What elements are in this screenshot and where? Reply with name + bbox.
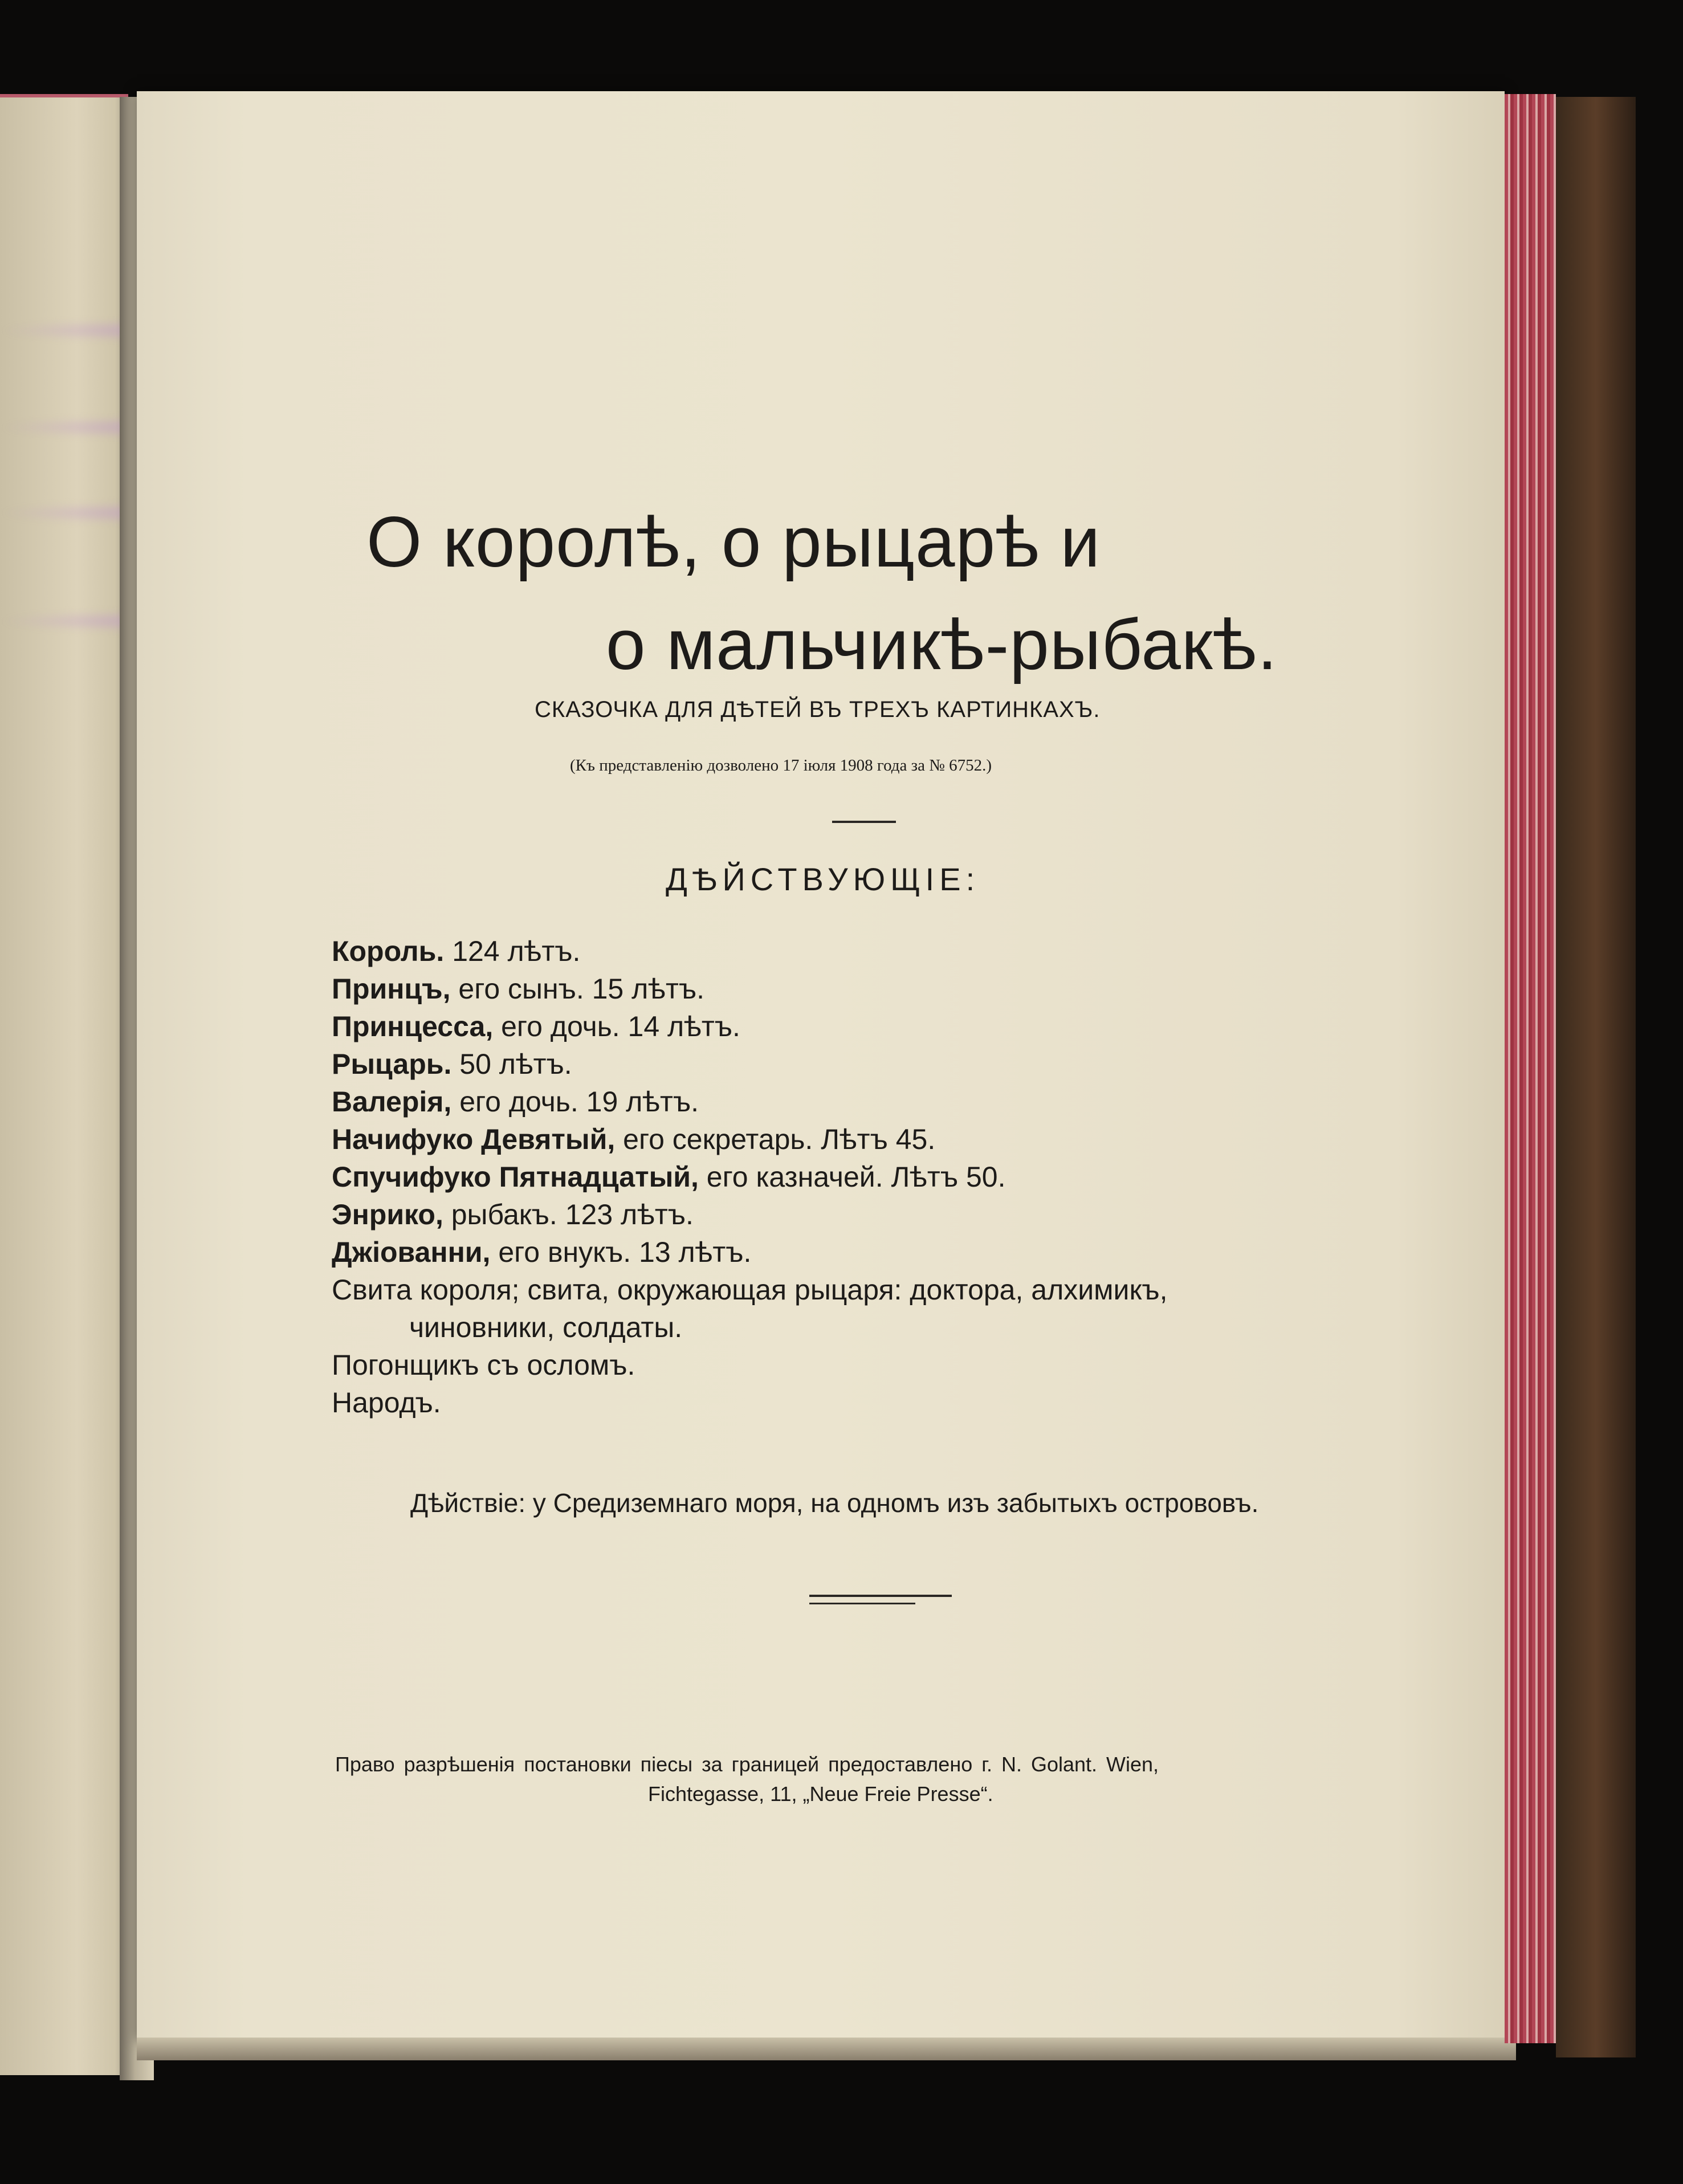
cast-desc: 50 лѣтъ. <box>451 1048 572 1080</box>
title-line-2: о мальчикѣ-рыбакѣ. <box>606 605 1278 684</box>
cast-desc: его казначей. Лѣтъ 50. <box>698 1161 1006 1193</box>
left-facing-page <box>0 94 128 2075</box>
divider <box>832 821 896 823</box>
people-line: Народъ. <box>332 1387 441 1419</box>
cast-entry <box>332 935 580 968</box>
book-cover-edge <box>1556 97 1636 2057</box>
divider <box>809 1603 915 1604</box>
cast-name: Спучифуко Пятнадцатый, <box>332 1161 699 1193</box>
page-bottom-edge <box>137 2038 1516 2060</box>
cast-name: Король. <box>332 935 445 967</box>
subtitle: СКАЗОЧКА ДЛЯ ДѢТЕЙ ВЪ ТРЕХЪ КАРТИНКАХЪ. <box>535 697 1101 722</box>
cast-desc: его внукъ. 13 лѣтъ. <box>490 1236 752 1268</box>
cast-entry <box>332 1123 935 1156</box>
cast-name: Начифуко Девятый, <box>332 1123 616 1155</box>
cast-entry <box>332 1236 751 1269</box>
cast-name: Валерія, <box>332 1086 452 1118</box>
cast-desc: 124 лѣтъ. <box>444 935 581 967</box>
cast-desc: рыбакъ. 123 лѣтъ. <box>443 1199 694 1230</box>
title-line-1: О королѣ, о рыцарѣ и <box>366 503 1101 582</box>
cast-desc: его дочь. 14 лѣтъ. <box>493 1010 740 1042</box>
cast-entry <box>332 1085 699 1118</box>
divider <box>809 1595 952 1597</box>
cast-desc: его секретарь. Лѣтъ 45. <box>615 1123 936 1155</box>
cast-entry <box>332 972 704 1005</box>
cast-desc: его сынъ. 15 лѣтъ. <box>450 973 704 1005</box>
cast-entry <box>332 1198 694 1231</box>
cast-entry <box>332 1010 740 1043</box>
setting-line: Дѣйствіе: у Средиземнаго моря, на одномъ изъ забытыхъ острововъ. <box>410 1488 1259 1518</box>
cast-name: Принцъ, <box>332 973 451 1005</box>
censorship-note: (Къ представленію дозволено 17 іюля 1908 года за № 6752.) <box>570 756 992 775</box>
cast-heading: ДѢЙСТВУЮЩІЕ: <box>666 861 980 897</box>
red-page-edges <box>1505 94 1556 2043</box>
cast-name: Джіованни, <box>332 1236 491 1268</box>
rights-line-1: Право разрѣшенія постановки піесы за границей предоставлено г. N. Golant. Wien, <box>335 1753 1159 1776</box>
cast-name: Энрико, <box>332 1199 443 1230</box>
cast-name: Рыцарь. <box>332 1048 452 1080</box>
cast-entry <box>332 1048 572 1081</box>
retinue-line-1: Свита короля; свита, окружающая рыцаря: доктора, алхимикъ, <box>332 1274 1168 1306</box>
cast-name: Принцесса, <box>332 1010 494 1042</box>
cast-desc: его дочь. 19 лѣтъ. <box>451 1086 699 1118</box>
driver-line: Погонщикъ съ осломъ. <box>332 1349 635 1381</box>
rights-line-2: Fichtegasse, 11, „Neue Freie Presse“. <box>648 1782 993 1806</box>
cast-entry <box>332 1160 1005 1193</box>
retinue-line-2: чиновники, солдаты. <box>409 1311 683 1343</box>
